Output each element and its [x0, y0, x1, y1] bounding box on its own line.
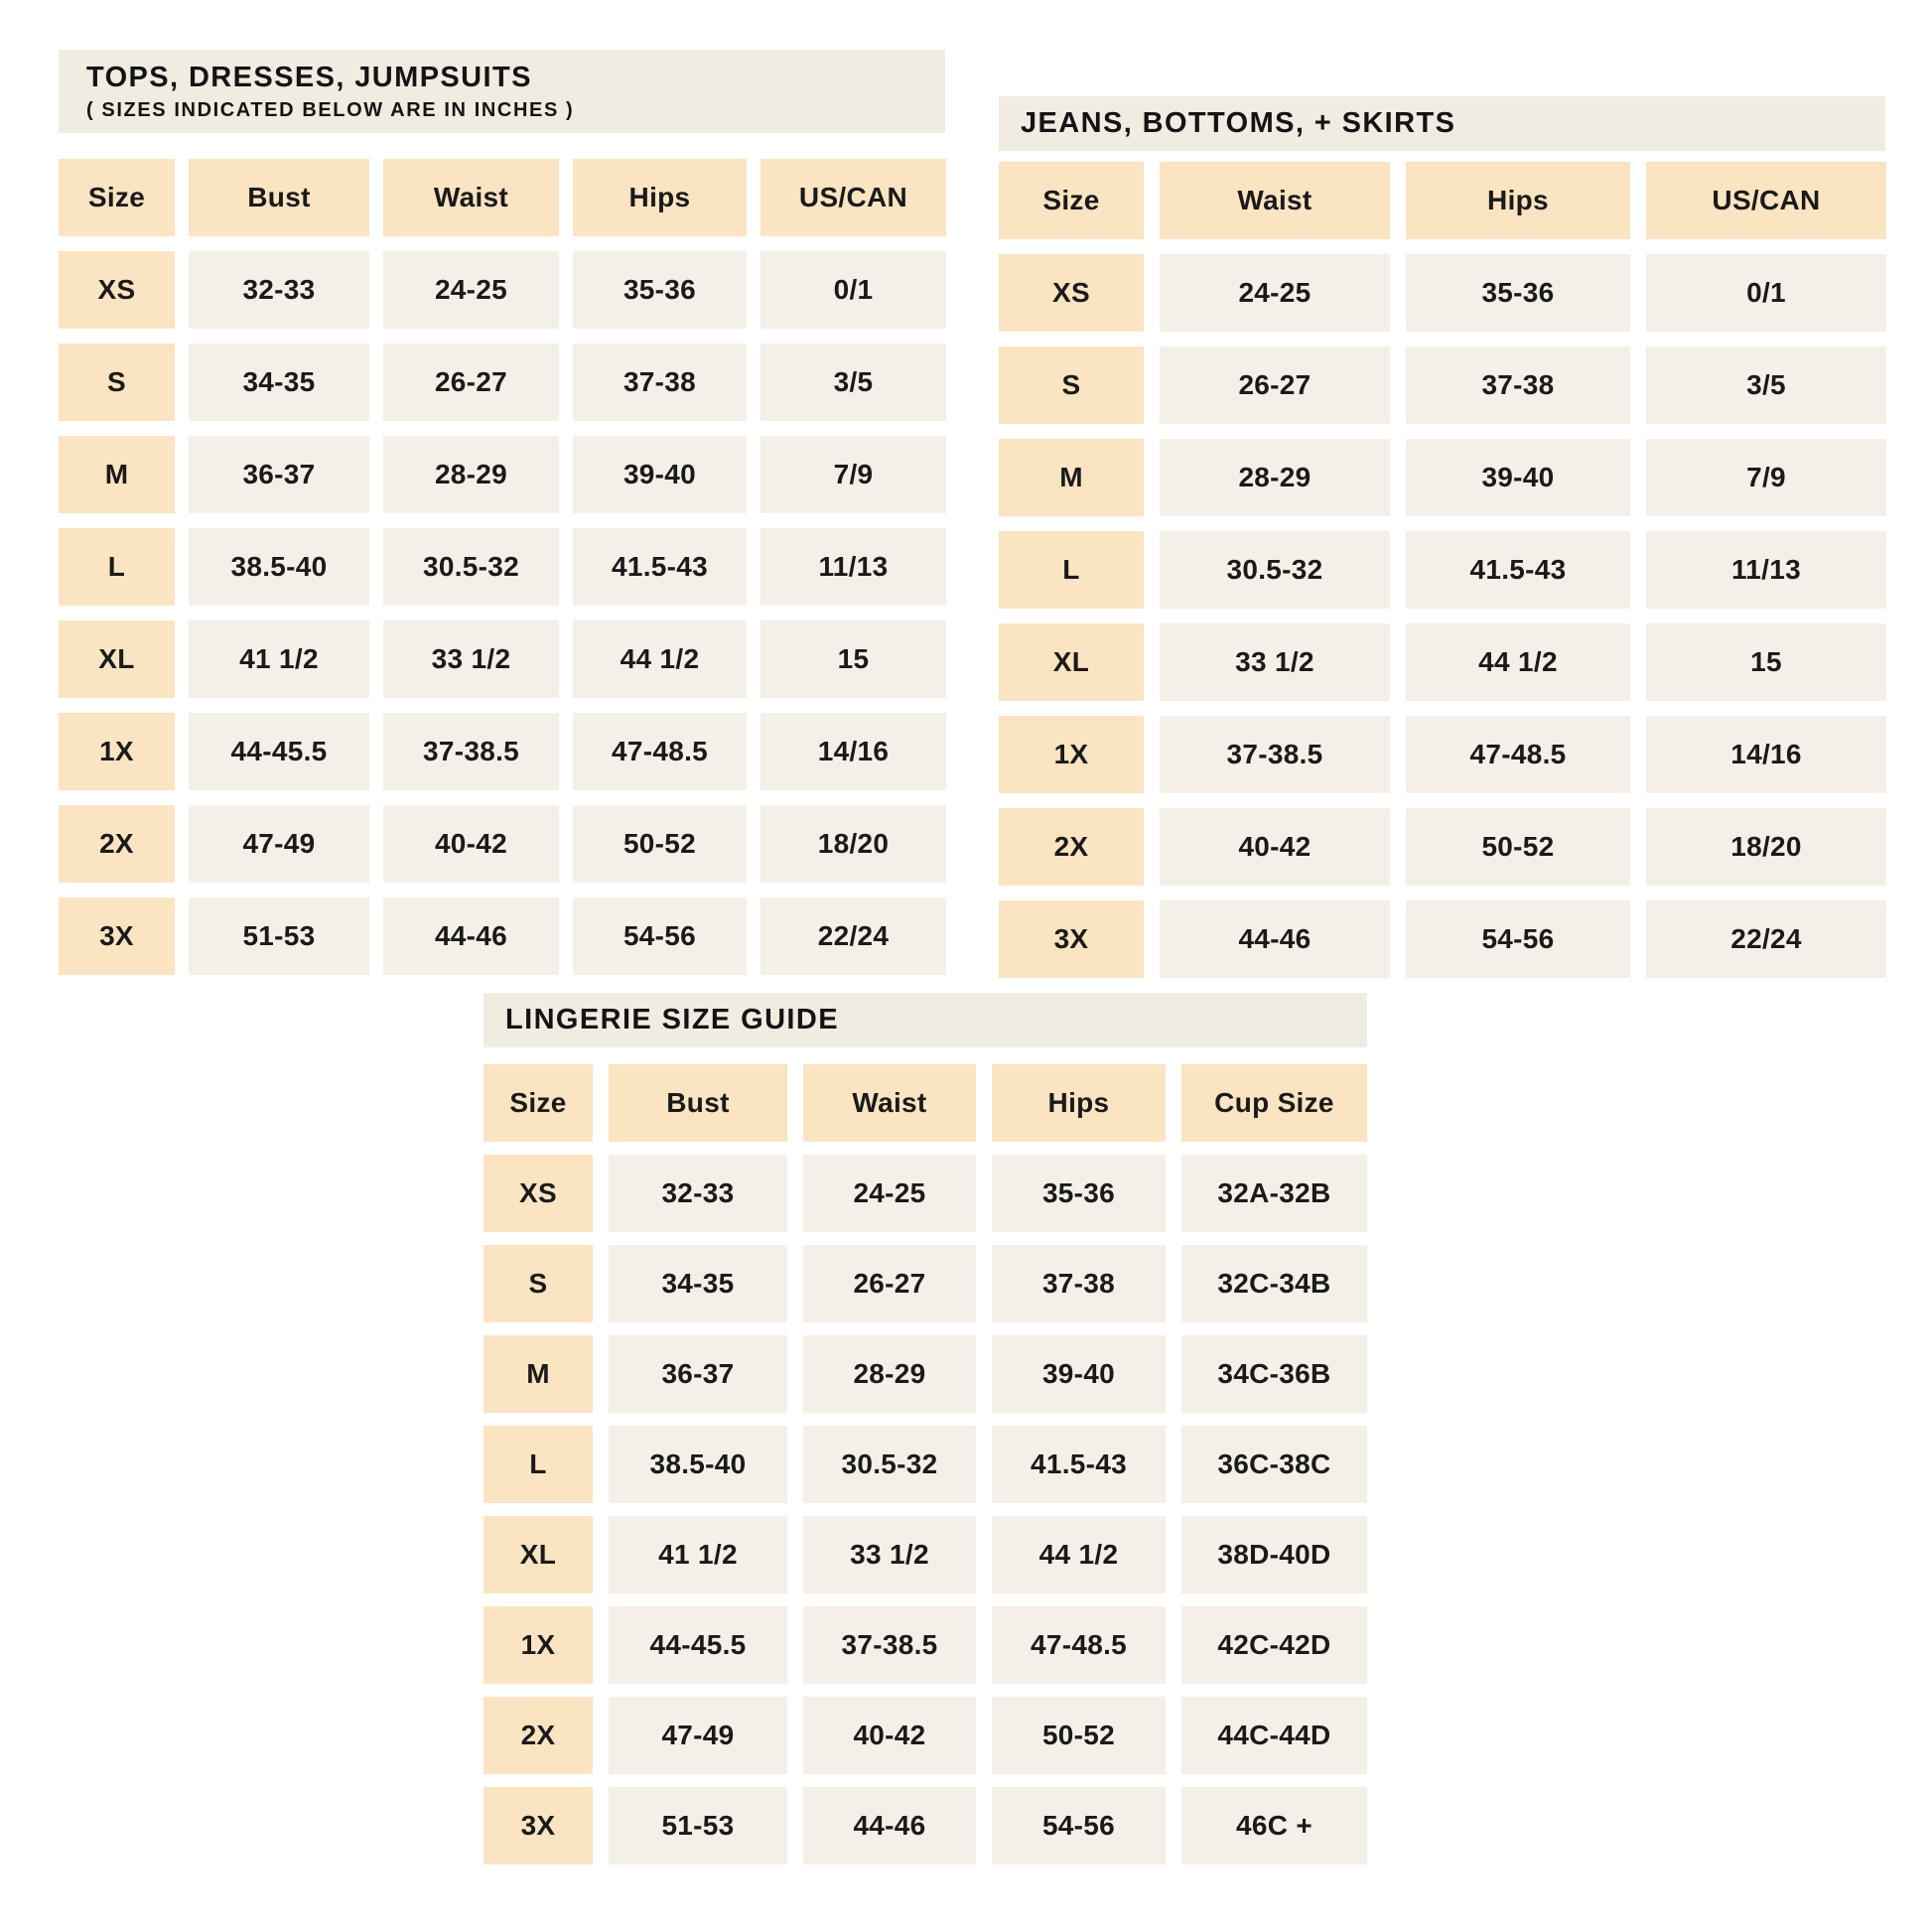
value-cell: 32C-34B [1181, 1245, 1367, 1322]
value-cell: 15 [760, 621, 946, 698]
value-cell: 39-40 [992, 1335, 1166, 1413]
size-cell: S [59, 344, 175, 421]
column-header-cell: Cup Size [1181, 1064, 1367, 1142]
value-cell: 54-56 [573, 897, 747, 975]
value-cell: 40-42 [1160, 808, 1390, 886]
value-cell: 7/9 [760, 436, 946, 513]
value-cell: 35-36 [573, 251, 747, 329]
column-header-cell: Bust [189, 159, 369, 236]
size-cell: 1X [483, 1606, 593, 1684]
value-cell: 30.5-32 [803, 1426, 976, 1503]
table-grid [59, 159, 946, 975]
value-cell: 37-38.5 [1160, 716, 1390, 793]
value-cell: 47-48.5 [992, 1606, 1166, 1684]
table-title-banner [999, 96, 1885, 151]
value-cell: 46C + [1181, 1787, 1367, 1864]
value-cell: 44-46 [803, 1787, 976, 1864]
value-cell: 38.5-40 [609, 1426, 787, 1503]
value-cell: 35-36 [1406, 254, 1630, 332]
size-cell: S [999, 346, 1144, 424]
value-cell: 44-46 [383, 897, 559, 975]
column-header-cell: Size [999, 162, 1144, 239]
size-cell: 3X [59, 897, 175, 975]
value-cell: 37-38.5 [383, 713, 559, 790]
size-cell: 3X [999, 900, 1144, 978]
value-cell: 36-37 [609, 1335, 787, 1413]
value-cell: 33 1/2 [803, 1516, 976, 1593]
size-cell: XS [483, 1155, 593, 1232]
size-cell: 3X [483, 1787, 593, 1864]
table-lingerie-size-guide [483, 993, 1367, 1864]
value-cell: 22/24 [760, 897, 946, 975]
value-cell: 54-56 [992, 1787, 1166, 1864]
value-cell: 28-29 [1160, 439, 1390, 516]
size-cell: XL [999, 623, 1144, 701]
value-cell: 18/20 [1646, 808, 1886, 886]
size-cell: M [59, 436, 175, 513]
value-cell: 30.5-32 [1160, 531, 1390, 609]
value-cell: 44-46 [1160, 900, 1390, 978]
size-cell: 1X [999, 716, 1144, 793]
value-cell: 24-25 [803, 1155, 976, 1232]
value-cell: 42C-42D [1181, 1606, 1367, 1684]
column-header-cell: Hips [1406, 162, 1630, 239]
table-title-banner [483, 993, 1367, 1047]
value-cell: 11/13 [760, 528, 946, 606]
size-cell: L [483, 1426, 593, 1503]
value-cell: 37-38 [1406, 346, 1630, 424]
value-cell: 41 1/2 [189, 621, 369, 698]
value-cell: 32A-32B [1181, 1155, 1367, 1232]
value-cell: 14/16 [760, 713, 946, 790]
value-cell: 37-38 [992, 1245, 1166, 1322]
size-cell: M [483, 1335, 593, 1413]
value-cell: 54-56 [1406, 900, 1630, 978]
column-header-cell: Bust [609, 1064, 787, 1142]
value-cell: 50-52 [573, 805, 747, 883]
value-cell: 34-35 [609, 1245, 787, 1322]
column-header-cell: US/CAN [760, 159, 946, 236]
value-cell: 38D-40D [1181, 1516, 1367, 1593]
value-cell: 34C-36B [1181, 1335, 1367, 1413]
size-cell: 2X [483, 1697, 593, 1774]
table-title: JEANS, BOTTOMS, + SKIRTS [1021, 107, 1456, 139]
value-cell: 44-45.5 [189, 713, 369, 790]
value-cell: 24-25 [383, 251, 559, 329]
value-cell: 40-42 [383, 805, 559, 883]
value-cell: 41 1/2 [609, 1516, 787, 1593]
column-header-cell: Hips [573, 159, 747, 236]
value-cell: 26-27 [383, 344, 559, 421]
value-cell: 37-38 [573, 344, 747, 421]
value-cell: 50-52 [992, 1697, 1166, 1774]
value-cell: 28-29 [383, 436, 559, 513]
table-title: LINGERIE SIZE GUIDE [505, 1004, 839, 1035]
value-cell: 26-27 [803, 1245, 976, 1322]
value-cell: 44 1/2 [573, 621, 747, 698]
size-cell: XL [59, 621, 175, 698]
table-grid [483, 1064, 1367, 1864]
size-cell: 1X [59, 713, 175, 790]
size-cell: XS [59, 251, 175, 329]
value-cell: 47-49 [189, 805, 369, 883]
table-tops-dresses-jumpsuits [59, 50, 946, 975]
value-cell: 14/16 [1646, 716, 1886, 793]
value-cell: 18/20 [760, 805, 946, 883]
value-cell: 39-40 [573, 436, 747, 513]
value-cell: 33 1/2 [1160, 623, 1390, 701]
value-cell: 39-40 [1406, 439, 1630, 516]
value-cell: 11/13 [1646, 531, 1886, 609]
value-cell: 44 1/2 [992, 1516, 1166, 1593]
value-cell: 36-37 [189, 436, 369, 513]
value-cell: 35-36 [992, 1155, 1166, 1232]
value-cell: 44 1/2 [1406, 623, 1630, 701]
value-cell: 7/9 [1646, 439, 1886, 516]
size-cell: M [999, 439, 1144, 516]
size-cell: XS [999, 254, 1144, 332]
table-grid [999, 162, 1886, 978]
column-header-cell: US/CAN [1646, 162, 1886, 239]
table-jeans-bottoms-skirts [999, 96, 1886, 978]
size-cell: L [999, 531, 1144, 609]
value-cell: 51-53 [609, 1787, 787, 1864]
size-cell: S [483, 1245, 593, 1322]
column-header-cell: Size [59, 159, 175, 236]
value-cell: 41.5-43 [573, 528, 747, 606]
value-cell: 36C-38C [1181, 1426, 1367, 1503]
size-cell: L [59, 528, 175, 606]
value-cell: 28-29 [803, 1335, 976, 1413]
table-subtitle: ( SIZES INDICATED BELOW ARE IN INCHES ) [86, 98, 575, 121]
value-cell: 0/1 [760, 251, 946, 329]
value-cell: 44C-44D [1181, 1697, 1367, 1774]
size-cell: 2X [999, 808, 1144, 886]
value-cell: 15 [1646, 623, 1886, 701]
value-cell: 50-52 [1406, 808, 1630, 886]
column-header-cell: Waist [383, 159, 559, 236]
value-cell: 44-45.5 [609, 1606, 787, 1684]
value-cell: 32-33 [189, 251, 369, 329]
size-cell: XL [483, 1516, 593, 1593]
value-cell: 34-35 [189, 344, 369, 421]
table-title-banner [59, 50, 945, 133]
value-cell: 40-42 [803, 1697, 976, 1774]
column-header-cell: Size [483, 1064, 593, 1142]
value-cell: 3/5 [760, 344, 946, 421]
column-header-cell: Waist [803, 1064, 976, 1142]
size-cell: 2X [59, 805, 175, 883]
value-cell: 51-53 [189, 897, 369, 975]
value-cell: 41.5-43 [1406, 531, 1630, 609]
value-cell: 37-38.5 [803, 1606, 976, 1684]
value-cell: 30.5-32 [383, 528, 559, 606]
value-cell: 38.5-40 [189, 528, 369, 606]
value-cell: 47-48.5 [573, 713, 747, 790]
table-title: TOPS, DRESSES, JUMPSUITS [86, 61, 532, 93]
column-header-cell: Hips [992, 1064, 1166, 1142]
value-cell: 41.5-43 [992, 1426, 1166, 1503]
value-cell: 3/5 [1646, 346, 1886, 424]
value-cell: 22/24 [1646, 900, 1886, 978]
value-cell: 33 1/2 [383, 621, 559, 698]
value-cell: 0/1 [1646, 254, 1886, 332]
value-cell: 47-48.5 [1406, 716, 1630, 793]
column-header-cell: Waist [1160, 162, 1390, 239]
value-cell: 24-25 [1160, 254, 1390, 332]
value-cell: 32-33 [609, 1155, 787, 1232]
value-cell: 26-27 [1160, 346, 1390, 424]
value-cell: 47-49 [609, 1697, 787, 1774]
